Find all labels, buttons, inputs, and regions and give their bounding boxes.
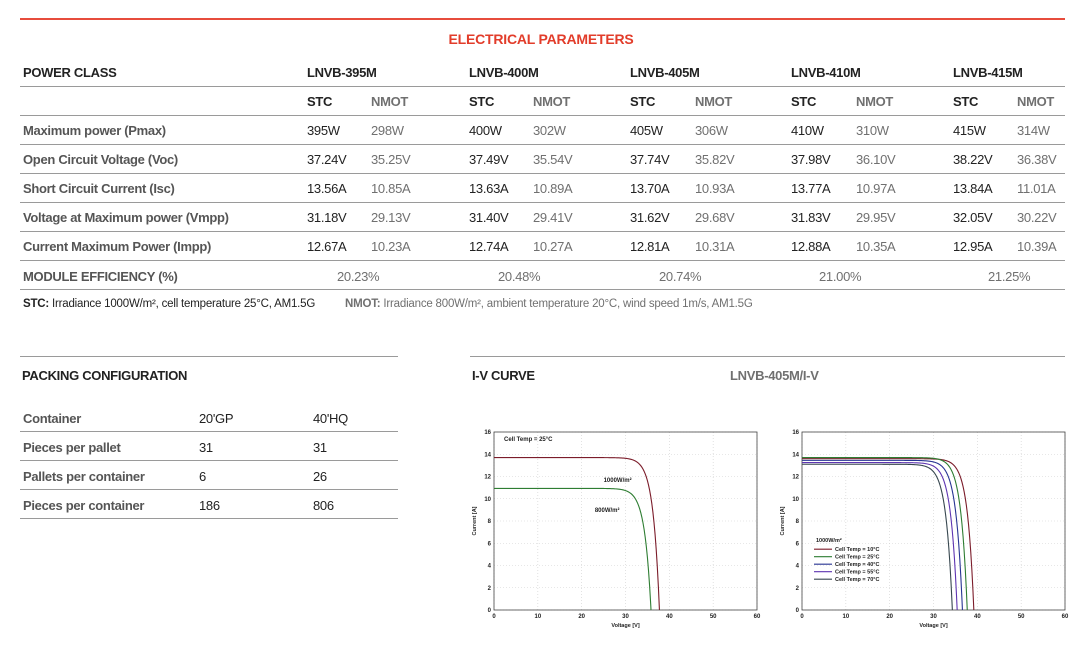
stc-value: 12.95A bbox=[953, 239, 993, 254]
nmot-value: 306W bbox=[695, 123, 728, 138]
y-tick-label: 2 bbox=[795, 585, 799, 592]
efficiency-value: 20.74% bbox=[659, 269, 702, 284]
nmot-value: 10.97A bbox=[856, 181, 896, 196]
nmot-value: 10.39A bbox=[1017, 239, 1057, 254]
model-header: LNVB-410M bbox=[791, 65, 861, 80]
packing-value-40hq: 26 bbox=[313, 469, 327, 484]
param-label: Maximum power (Pmax) bbox=[23, 123, 166, 138]
y-tick-label: 14 bbox=[484, 452, 491, 459]
nmot-header: NMOT bbox=[856, 94, 894, 109]
series-line bbox=[802, 463, 957, 610]
nmot-value: 35.25V bbox=[371, 152, 411, 167]
y-axis-label: Current [A] bbox=[780, 506, 786, 536]
y-tick-label: 12 bbox=[792, 474, 799, 481]
x-tick-label: 0 bbox=[800, 614, 804, 620]
stc-note-key: STC: bbox=[23, 298, 50, 310]
stc-header: STC bbox=[791, 94, 817, 109]
row-divider bbox=[20, 260, 1065, 261]
y-tick-label: 4 bbox=[795, 563, 799, 570]
y-tick-label: 0 bbox=[487, 608, 491, 614]
series-label-1000: 1000W/m² bbox=[603, 478, 632, 485]
stc-value: 12.88A bbox=[791, 239, 831, 254]
row-divider bbox=[20, 173, 1065, 174]
packing-row-divider bbox=[20, 460, 398, 461]
nmot-value: 29.68V bbox=[695, 210, 735, 225]
packing-value-20gp: 186 bbox=[199, 498, 220, 513]
nmot-value: 10.31A bbox=[695, 239, 735, 254]
packing-label: Pieces per container bbox=[23, 498, 145, 513]
y-tick-label: 4 bbox=[487, 563, 491, 570]
stc-value: 37.24V bbox=[307, 152, 347, 167]
x-tick-label: 60 bbox=[753, 614, 761, 620]
nmot-value: 10.35A bbox=[856, 239, 896, 254]
row-divider bbox=[20, 231, 1065, 232]
nmot-value: 302W bbox=[533, 123, 566, 138]
cell-temp-annotation: Cell Temp = 25°C bbox=[504, 437, 553, 443]
nmot-value: 36.38V bbox=[1017, 152, 1057, 167]
iv-subtitle: LNVB-405M/I-V bbox=[730, 368, 819, 383]
stc-value: 415W bbox=[953, 123, 986, 138]
stc-value: 37.98V bbox=[791, 152, 831, 167]
packing-row-divider bbox=[20, 489, 398, 490]
x-tick-label: 20 bbox=[886, 614, 894, 620]
param-label: Open Circuit Voltage (Voc) bbox=[23, 152, 178, 167]
stc-value: 405W bbox=[630, 123, 663, 138]
iv-title: I-V CURVE bbox=[472, 368, 535, 383]
y-tick-label: 6 bbox=[795, 541, 799, 548]
stc-value: 13.63A bbox=[469, 181, 509, 196]
legend-entry: Cell Temp = 10°C bbox=[835, 547, 880, 554]
packing-value-20gp: 31 bbox=[199, 440, 213, 455]
efficiency-label: MODULE EFFICIENCY (%) bbox=[23, 269, 178, 284]
nmot-header: NMOT bbox=[371, 94, 409, 109]
stc-value: 12.67A bbox=[307, 239, 347, 254]
stc-value: 410W bbox=[791, 123, 824, 138]
stc-note-text: Irradiance 1000W/m², cell temperature 25°C, AM1.5G bbox=[52, 298, 316, 310]
nmot-value: 30.22V bbox=[1017, 210, 1057, 225]
stc-value: 38.22V bbox=[953, 152, 993, 167]
nmot-value: 10.93A bbox=[695, 181, 735, 196]
model-header: LNVB-400M bbox=[469, 65, 539, 80]
packing-label: Container bbox=[23, 411, 81, 426]
nmot-value: 35.54V bbox=[533, 152, 573, 167]
nmot-header: NMOT bbox=[1017, 94, 1055, 109]
x-tick-label: 20 bbox=[578, 614, 586, 620]
stc-value: 12.81A bbox=[630, 239, 670, 254]
series-line bbox=[802, 458, 967, 610]
stc-value: 31.18V bbox=[307, 210, 347, 225]
x-tick-label: 50 bbox=[709, 614, 717, 620]
stc-value: 32.05V bbox=[953, 210, 993, 225]
series-line bbox=[494, 458, 659, 610]
row-divider bbox=[20, 202, 1065, 203]
efficiency-value: 20.23% bbox=[337, 269, 380, 284]
packing-label: Pieces per pallet bbox=[23, 440, 121, 455]
nmot-value: 10.85A bbox=[371, 181, 411, 196]
x-tick-label: 40 bbox=[973, 614, 981, 620]
packing-value-20gp: 20'GP bbox=[199, 411, 234, 426]
nmot-note bbox=[345, 298, 753, 310]
param-label: Voltage at Maximum power (Vmpp) bbox=[23, 210, 229, 225]
packing-value-40hq: 31 bbox=[313, 440, 327, 455]
nmot-value: 29.41V bbox=[533, 210, 573, 225]
x-tick-label: 50 bbox=[1017, 614, 1025, 620]
x-tick-label: 30 bbox=[622, 614, 629, 620]
y-tick-label: 8 bbox=[795, 519, 799, 525]
y-tick-label: 6 bbox=[487, 541, 491, 548]
packing-row-divider bbox=[20, 431, 398, 432]
iv-top-divider bbox=[470, 356, 1065, 357]
iv-chart-irradiance bbox=[462, 424, 767, 629]
nmot-note-text: Irradiance 800W/m², ambient temperature 20°C, wind speed 1m/s, AM1.5G bbox=[383, 298, 753, 310]
nmot-value: 29.95V bbox=[856, 210, 896, 225]
legend-entry: Cell Temp = 25°C bbox=[835, 554, 880, 561]
x-axis-label: Voltage [V] bbox=[611, 623, 640, 629]
nmot-value: 10.89A bbox=[533, 181, 573, 196]
stc-value: 13.56A bbox=[307, 181, 347, 196]
packing-row-divider bbox=[20, 518, 398, 519]
packing-value-40hq: 806 bbox=[313, 498, 334, 513]
nmot-value: 36.10V bbox=[856, 152, 896, 167]
packing-value-40hq: 40'HQ bbox=[313, 411, 348, 426]
stc-value: 13.77A bbox=[791, 181, 831, 196]
nmot-note-key: NMOT: bbox=[345, 298, 381, 310]
legend-entry: Cell Temp = 40°C bbox=[835, 562, 880, 569]
legend-entry: Cell Temp = 55°C bbox=[835, 569, 880, 576]
series-label-800: 800W/m² bbox=[594, 508, 620, 515]
table-divider bbox=[20, 86, 1065, 87]
model-header: LNVB-395M bbox=[307, 65, 377, 80]
stc-note bbox=[23, 298, 315, 310]
stc-value: 13.84A bbox=[953, 181, 993, 196]
x-tick-label: 60 bbox=[1061, 614, 1069, 620]
power-class-header: POWER CLASS bbox=[23, 65, 117, 80]
legend-title: 1000W/m² bbox=[816, 538, 842, 545]
legend-entry: Cell Temp = 70°C bbox=[835, 577, 880, 584]
x-axis-label: Voltage [V] bbox=[919, 623, 948, 629]
efficiency-value: 20.48% bbox=[498, 269, 541, 284]
y-tick-label: 14 bbox=[792, 452, 799, 459]
nmot-value: 35.82V bbox=[695, 152, 735, 167]
x-tick-label: 40 bbox=[665, 614, 673, 620]
row-divider bbox=[20, 144, 1065, 145]
packing-top-divider bbox=[20, 356, 398, 357]
stc-header: STC bbox=[307, 94, 333, 109]
x-tick-label: 10 bbox=[534, 614, 542, 620]
packing-value-20gp: 6 bbox=[199, 469, 206, 484]
y-tick-label: 12 bbox=[484, 474, 491, 481]
nmot-value: 314W bbox=[1017, 123, 1050, 138]
stc-header: STC bbox=[953, 94, 979, 109]
nmot-value: 29.13V bbox=[371, 210, 411, 225]
stc-value: 400W bbox=[469, 123, 502, 138]
efficiency-value: 21.25% bbox=[988, 269, 1031, 284]
stc-value: 37.49V bbox=[469, 152, 509, 167]
packing-label: Pallets per container bbox=[23, 469, 145, 484]
stc-value: 13.70A bbox=[630, 181, 670, 196]
model-header: LNVB-415M bbox=[953, 65, 1023, 80]
param-label: Current Maximum Power (Impp) bbox=[23, 239, 212, 254]
nmot-value: 10.23A bbox=[371, 239, 411, 254]
model-header: LNVB-405M bbox=[630, 65, 700, 80]
y-axis-label: Current [A] bbox=[472, 506, 478, 536]
nmot-value: 298W bbox=[371, 123, 404, 138]
y-tick-label: 8 bbox=[487, 519, 491, 525]
nmot-header: NMOT bbox=[533, 94, 571, 109]
series-line bbox=[494, 488, 651, 610]
nmot-value: 10.27A bbox=[533, 239, 573, 254]
stc-value: 31.62V bbox=[630, 210, 670, 225]
stc-header: STC bbox=[469, 94, 495, 109]
x-tick-label: 10 bbox=[842, 614, 850, 620]
section-title: ELECTRICAL PARAMETERS bbox=[448, 31, 634, 47]
stc-value: 395W bbox=[307, 123, 340, 138]
nmot-value: 310W bbox=[856, 123, 889, 138]
y-tick-label: 2 bbox=[487, 585, 491, 592]
y-tick-label: 10 bbox=[792, 496, 799, 503]
stc-value: 37.74V bbox=[630, 152, 670, 167]
efficiency-value: 21.00% bbox=[819, 269, 862, 284]
y-tick-label: 16 bbox=[792, 430, 799, 436]
stc-value: 31.40V bbox=[469, 210, 509, 225]
y-tick-label: 16 bbox=[484, 430, 491, 436]
stc-header: STC bbox=[630, 94, 656, 109]
x-tick-label: 0 bbox=[492, 614, 496, 620]
top-accent-line bbox=[20, 18, 1065, 20]
table-divider bbox=[20, 289, 1065, 290]
nmot-header: NMOT bbox=[695, 94, 733, 109]
stc-value: 31.83V bbox=[791, 210, 831, 225]
nmot-value: 11.01A bbox=[1017, 181, 1056, 196]
packing-title: PACKING CONFIGURATION bbox=[22, 368, 188, 383]
table-divider bbox=[20, 115, 1065, 116]
y-tick-label: 10 bbox=[484, 496, 491, 503]
x-tick-label: 30 bbox=[930, 614, 937, 620]
series-line bbox=[802, 464, 952, 610]
param-label: Short Circuit Current (Isc) bbox=[23, 181, 175, 196]
iv-chart-temperature bbox=[770, 424, 1075, 629]
stc-value: 12.74A bbox=[469, 239, 509, 254]
y-tick-label: 0 bbox=[795, 608, 799, 614]
